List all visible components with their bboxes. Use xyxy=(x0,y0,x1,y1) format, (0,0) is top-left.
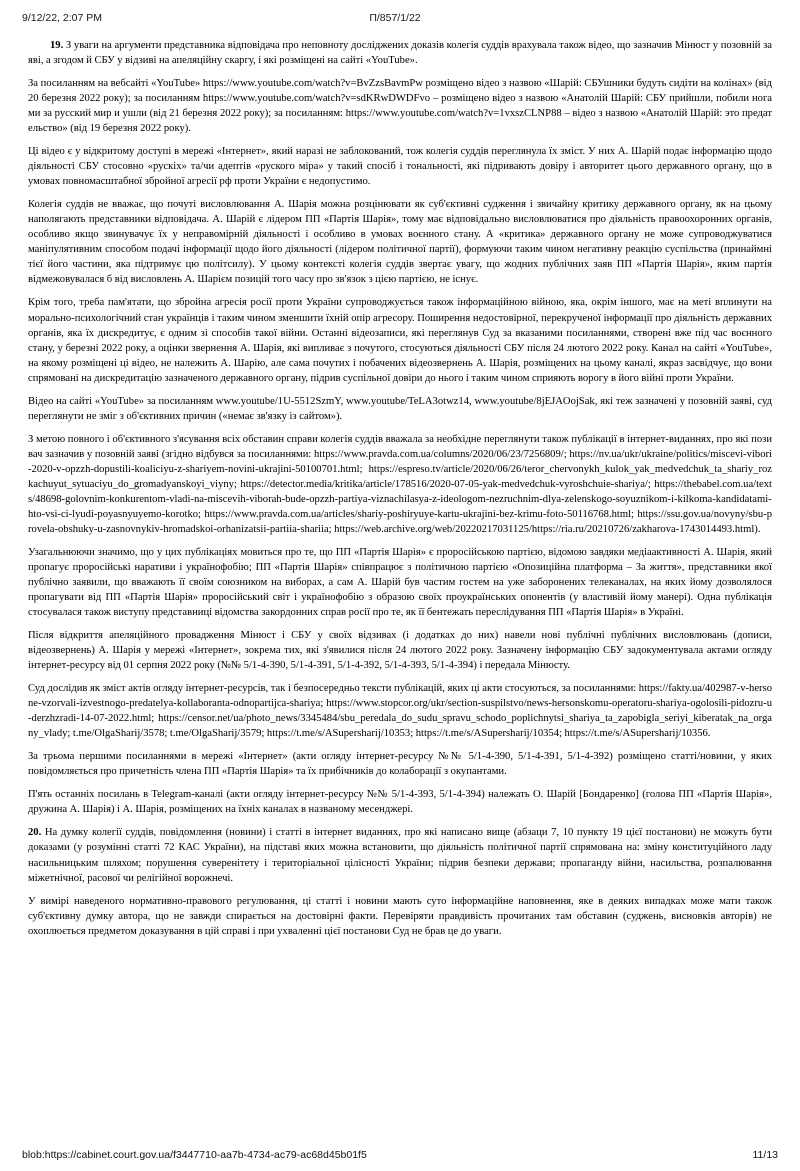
paragraph-number: 20. xyxy=(28,827,42,839)
paragraph-text: Узагальнюючи значимо, що у цих публікаціях мовиться про те, що ПП «Партія Шарія» є проросійською партією, відомою завдяки медіаактивності А. Шарія, який пропагує проросійські наративи і українофобію; ПП «Партія Шарія» співпрацює з політичною партією «Опозиційна платформа – За життя», представники якої публічно заявили, що вважають її своїм союзником на виборах, а сам А. Шарій був частим гостем на уже заборонених телеканалах, на яких йому дозволялося пропагувати від ПП «Партія Шарія» проросійський світ і українофобію з образою своїх проукраїнських опонентів (у властивій йому манері). Одна публікація стосувалася також виступу представниці відомства закордонних справ росії про те, як її бентежать переслідування ПП «Партія Шарія» в Україні. xyxy=(28,546,772,619)
paragraph xyxy=(28,681,772,741)
paragraph-text: Крім того, треба пам'ятати, що збройна агресія росії проти України супроводжується також інформаційною війною, яка, окрім іншого, має на меті вплинути на морально-психологічний стан українців і таким чином зменшити їхній опір агресору. Поширення недостовірної, перекрученої інформації про діяльність державних органів, яка їх дискредитує, є одним зі способів такої війни. Останні відеозаписи, які переглянув Суд за вказаними посиланнями, створені вже під час воєнного стану, у березні 2022 року, а оцінки звернення А. Шарія, які випливає з почутого, стосуються діяльності СБУ після 24 лютого 2022 року. Канал на сайті «YouTube», на якому розміщені ці відео, не належить А. Шарію, але сама почутих і побачених відеозвернень А. Шарія, розміщених на цьому каналі, якраз засвідчує, що вони спрямовані на дискредитацію зазначеного державного органу, підрив суспільної довіри до нього і таким чином сприяють ворогу в його війні проти України. xyxy=(28,297,772,384)
paragraph xyxy=(28,825,772,885)
page-footer xyxy=(0,1149,800,1171)
paragraph-text: З уваги на аргументи представника відповідача про неповноту досліджених доказів колегія суддів врахувала також відео, що зазначив Мінюст у позовній заяві, а згодом й СБУ у відзиві на апеляційну скаргу, і які розміщені на сайті «YouTube». xyxy=(28,40,772,67)
paragraph xyxy=(28,787,772,817)
paragraph xyxy=(28,749,772,779)
paragraph-text: За посиланням на вебсайті «YouTube» https://www.youtube.com/watch?v=BvZzsBavmPw розміщено відео з назвою «Шарій: СБУшники будуть сидіти на колінах» (від 20 березня 2022 року); за посиланням https://www.youtube.com/watch?v=sdKRwDWDFvo – розміщено відео з назвою «Анатолій Шарій: СБУ прийшли, побили ногами за русский мир и ушли (від 21 березня 2022 року); за посиланням: https://www.youtube.com/watch?v=1vxszCLNP88 – відео з назвою «Анатолій Шарій: это предательство» (від 19 березня 2022 року). xyxy=(28,78,772,135)
paragraph xyxy=(28,894,772,939)
paragraph-number: 19. xyxy=(50,40,64,51)
paragraph xyxy=(28,295,772,385)
paragraph xyxy=(28,76,772,136)
paragraph-text: Після відкриття апеляційного провадження Мінюст і СБУ у своїх відзивах (і додатках до них) навели нові публічні публічних висловлювань (дописи, відеозвернень) А. Шарія у мережі «Інтернет», зокрема тих, які з'явилися після 24 лютого 2022 року. Зазначену інформацію СБУ задокументувала актами огляду інтернет-ресурсу від 01 серпня 2022 року (№№ 5/1-4-390, 5/1-4-391, 5/1-4-392, 5/1-4-393, 5/1-4-394) і передала Мінюсту. xyxy=(28,630,772,672)
document-body xyxy=(0,24,800,939)
paragraph-text: П'ять останніх посилань в Telegram-каналі (акти огляду інтернет-ресурсу №№ 5/1-4-393, 5/1-4-394) належать О. Шарій [Бондаренко] (голова ПП «Партія Шарія», дружина А. Шарія) і А. Шарія, розміщених на їхніх каналах в названому месенджері. xyxy=(28,789,772,816)
paragraph xyxy=(28,432,772,537)
page-header xyxy=(0,0,800,24)
paragraph-text: За трьома першими посиланнями в мережі «Інтернет» (акти огляду інтернет-ресурсу №№ 5/1-4-390, 5/1-4-391, 5/1-4-392) розміщено статті/новини, у яких повідомляється про причетність члена ПП «Партія Шарія» та їх прибічників до колаборації з окупантами. xyxy=(28,751,772,778)
paragraph-text: Колегія суддів не вважає, що почуті висловлювання А. Шарія можна розцінювати як суб'єктивні судження і звичайну критику державного органу, як на цьому наполягають представники відповідача. А. Шарій є лідером ПП «Партія Шарія», тому має відповідально висловлюватися про діяльність правоохоронних органів, особливо якщо звинувачує їх у неправомірній діяльності і особливо в умовах воєнного стану. А «критика» державного органу не може супроводжуватися маніпулятивним способом подачі інформації щодо його діяльності (лідером політичної партії), формуючи таким чином негативну реакцію суспільства (принаймні тієї його частини, яка підтримує цю політсилу). У цьому контексті колегія суддів звертає увагу, що жодних публічних заяв ПП «Партія Шарія», яким партія відмежовувалася б від висловлень А. Шарієм позицій того часу про зв'язок з цією партією, не існує. xyxy=(28,199,772,286)
paragraph xyxy=(28,628,772,673)
paragraph-text: З метою повного і об'єктивного з'ясування всіх обставин справи колегія суддів вважала за необхідне переглянути також публікації в інтернет-виданнях, про які позивач зазначив у позовній заяві (згідно відбувся за посиланнями: https://www.pravda.com.ua/columns/2020/06/23/7256809/; https://nv.ua/ukr/ukraine/politics/miscevi-vibori-2020-v-opzzh-dopustili-koaliciyu-z-shariyem-novini-ukrajini-50100701.html; https://espreso.tv/article/2020/06/26/teror_chervonykh_kulok_yak_medvedchuk_ta_shariy_rozkachuyut_sytuaciyu_do_gromadyanskoyi_viyny; https://detector.media/kritika/article/178516/2020-07-05-yak-medvedchuk-vyroshchuie-shariya/; https://thebabel.com.ua/texts/48698-golovnim-konkurentom-vladi-na-miscevih-viborah-bude-opzzh-partiya-viznachilasya-z-ideologom-nezruchnim-dlya-zelenskogo-soyuznikom-i-kilkoma-kandidatami-hto-vsi-ci-lyudi-poyasnyuyemo-korotko; https://www.pravda.com.ua/articles/shariy-poshiryuye-kartu-ukrajini-bez-krimu-foto-50116768.html; https://ssu.gov.ua/novyny/sbu-provela-obshuky-u-zasnovnykiv-hromadskoi-orhanizatsii-partiia-shariia; https://web.archive.org/web/20220217031125/https://ria.ru/20210726/zakharova-1743014493.html). xyxy=(28,433,772,535)
paragraph-text: Відео на сайті «YouTube» за посиланням www.youtube/1U-5512SzmY, www.youtube/TeLA3otwz14, www.youtube/8jEJAOojSak, які теж зазначені у позовній заяві, суд переглянути не зміг з об'єктивних причин («немає зв'язку із сайтом»). xyxy=(28,395,772,422)
paragraph xyxy=(28,545,772,620)
header-case-number: П/857/1/22 xyxy=(369,12,421,24)
paragraph xyxy=(28,38,772,68)
paragraph-text: У вимірі наведеного нормативно-правового регулювання, ці статті і новини мають суто інформаційне наповнення, яке в деяких випадках може мати також суб'єктивну думку автора, що не завжди спирається на достовірні факти. Перевіряти правдивість прочитаних там обставин (суджень, висновків авторів) не охоплюється предметом доказування в цій справі і при ухваленні цієї постанови Суд не брав це до уваги. xyxy=(28,895,772,937)
paragraph xyxy=(28,144,772,189)
paragraph xyxy=(28,394,772,424)
paragraph-text: На думку колегії суддів, повідомлення (новини) і статті в інтернет виданнях, про які написано вище (абзаци 7, 10 пункту 19 цієї постанови) не можуть бути доказами (у розумінні статті 72 КАС України), на підставі яких можна встановити, що діяльність політичної партії спрямована на: зміну конституційного ладу насильницьким шляхом; порушення суверенітету і територіальної цілісності України; підрив безпеки держави; пропаганду війни, насильства, розпалювання міжетнічної, расової чи релігійної ворожнечі. xyxy=(28,827,772,884)
footer-pagination: 11/13 xyxy=(752,1149,778,1161)
header-datetime: 9/12/22, 2:07 PM xyxy=(22,12,102,24)
paragraph-text: Суд дослідив як зміст актів огляду інтернет-ресурсів, так і безпосередньо тексти публікацій, яких ці акти стосуються, за посиланнями: https://fakty.ua/402987-v-hersone-vzorvali-izvestnogo-predatelya-kollaboranta-odnopartijca-shariya; https://www.stopcor.org/ukr/section-suspilstvo/news-hersonskomu-operatoru-shariya-ogolosili-pidozru-u-derzhzradi-14-07-2022.html; https://censor.net/ua/photo_news/3345484/sbu_peredala_do_sudu_spravu_schodo_poplichnytsi_shariya_ta_zapobigla_seriyi_kiberatak_na_organy_vlady; t.me/OlgaSharij/3578; t.me/OlgaSharij/3579; https://t.me/s/ASupersharij/10353; https://t.me/s/ASupersharij/10354; https://t.me/s/ASupersharij/10356. xyxy=(28,683,772,740)
paragraph-text: Ці відео є у відкритому доступі в мережі «Інтернет», який наразі не заблокований, тож колегія суддів переглянула їх зміст. У них А. Шарій подає інформацію щодо діяльності СБУ стосовно «рускіх» та/чи адептів «руского міра» у такий спосіб і тональності, які підривають довіру і авторитет цього державного органу, що в умовах повномасштабної збройної агресії рф проти України є недопустимо. xyxy=(28,146,772,188)
footer-url: blob:https://cabinet.court.gov.ua/f3447710-aa7b-4734-ac79-ac68d45b01f5 xyxy=(22,1149,367,1161)
paragraph xyxy=(28,197,772,287)
